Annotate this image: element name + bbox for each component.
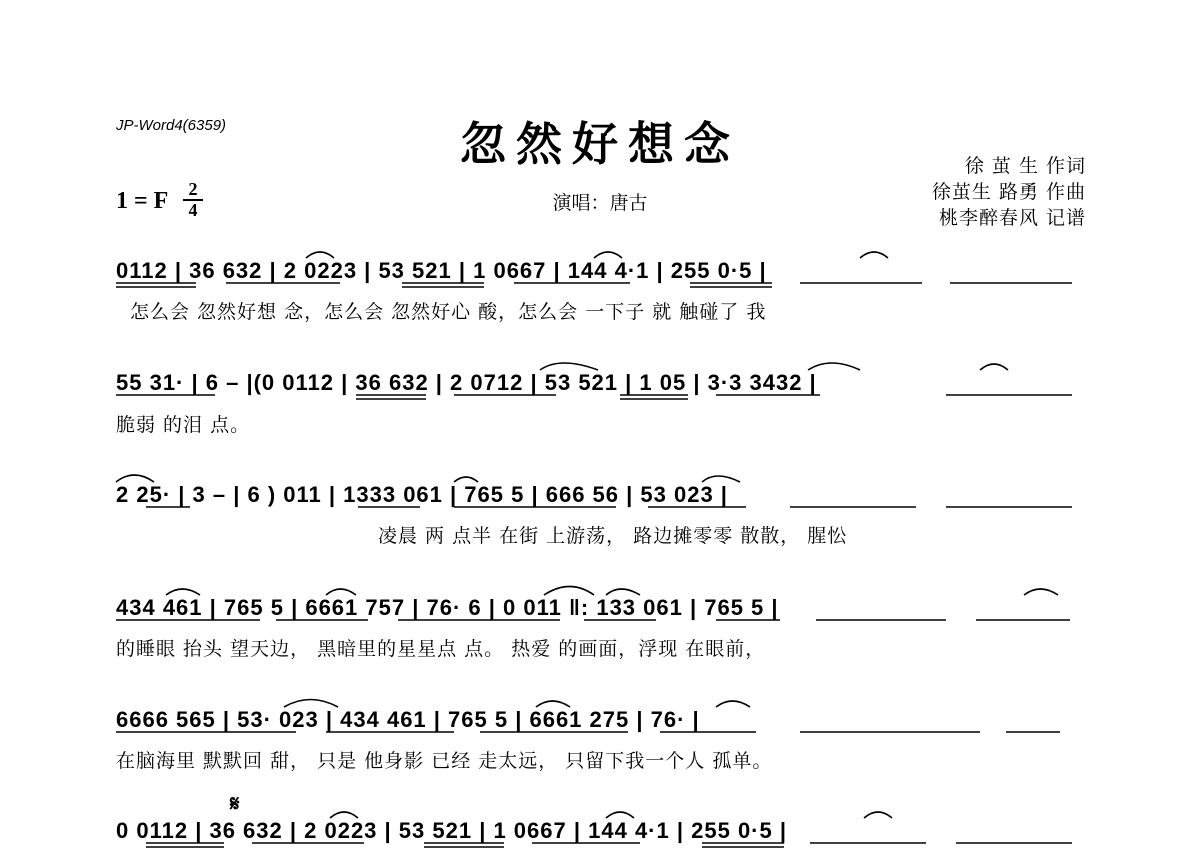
composer-credit: 徐茧生 路勇 作曲 xyxy=(931,181,1086,203)
lyric-line-4: 的睡眼 抬头 望天边， 黑暗里的星星点 点。 热爱 的画面，浮现 在眼前， xyxy=(116,638,766,660)
notation-line-2: 55 31· | 6 – |(0 0112 | 36 632 | 2 0712 | 53 521 | 1 05 | 3·3 3432 | xyxy=(116,370,817,395)
lyric-line-5: 在脑海里 默默回 甜， 只是 他身影 已经 走太远， 只留下我一个人 孤单。 xyxy=(116,750,773,772)
song-title: 忽然好想念 xyxy=(460,117,740,171)
notation-line-4: 434 461 | 765 5 | 6661 757 | 76· 6 | 0 011 ‖: 133 061 | 765 5 | xyxy=(116,595,779,620)
lyric-line-2: 脆弱 的泪 点。 xyxy=(116,414,251,436)
notation-line-3: 2 25· | 3 – | 6 ) 011 | 1333 061 | 765 5 | 666 56 | 53 023 | xyxy=(116,482,728,507)
lyric-line-1: 怎么会 忽然好想 念，怎么会 忽然好心 酸，怎么会 一下子 就 触碰了 我 xyxy=(130,301,767,323)
notation-line-6: 0 0112 | 36 632 | 2 0223 | 53 521 | 1 0667 | 144 4·1 | 255 0·5 | xyxy=(116,818,788,843)
software-stamp: JP-Word4(6359) xyxy=(116,117,227,134)
notation-line-5: 6666 565 | 53· 023 | 434 461 | 765 5 | 6661 275 | 76· | xyxy=(116,707,700,732)
key-signature: 1 = F xyxy=(116,188,169,214)
lyric-line-3: 凌晨 两 点半 在街 上游荡， 路边摊零零 散散， 腥忪 xyxy=(378,525,848,547)
time-denominator: 4 xyxy=(188,200,198,220)
time-numerator: 2 xyxy=(188,179,198,199)
transcriber-credit: 桃李醉春风 记谱 xyxy=(938,207,1086,229)
singer-credit: 演唱：唐古 xyxy=(552,192,648,214)
segno-sign: 𝄋 xyxy=(230,792,240,817)
notation-line-1: 0112 | 36 632 | 2 0223 | 53 521 | 1 0667 | 144 4·1 | 255 0·5 | xyxy=(116,258,767,283)
lyricist-credit: 徐 茧 生 作词 xyxy=(964,155,1086,177)
